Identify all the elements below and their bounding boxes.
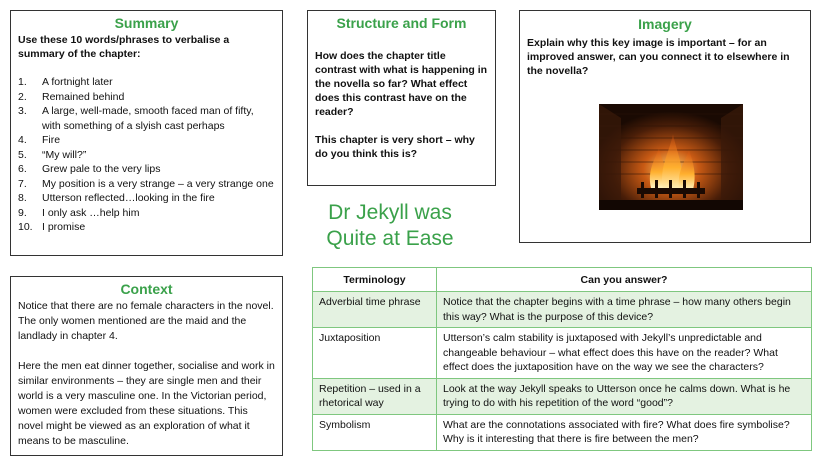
structure-question-1: How does the chapter title contrast with what is happening in the novella so far? What effect does this contrast have on the reader? xyxy=(315,50,488,118)
term-cell: Juxtaposition xyxy=(313,328,437,379)
list-item-text: I only ask …help him xyxy=(42,206,140,219)
list-item-text: A large, well-made, smooth faced man of fifty, with something of a slyish cast perhaps xyxy=(42,105,254,132)
page-title xyxy=(300,200,480,252)
list-item xyxy=(18,191,275,206)
column-header-terminology: Terminology xyxy=(313,268,437,292)
list-item xyxy=(18,90,275,105)
summary-instructions: Use these 10 words/phrases to verbalise a summary of the chapter: xyxy=(18,34,230,60)
context-box xyxy=(10,276,283,456)
page-title-line-1: Dr Jekyll was xyxy=(328,201,452,224)
list-item-text: A fortnight later xyxy=(42,76,113,88)
list-item xyxy=(18,104,275,133)
list-item-number: 10. xyxy=(18,221,33,233)
list-item xyxy=(18,206,275,221)
term-cell: Repetition – used in a rhetorical way xyxy=(313,378,437,414)
column-header-can-you-answer: Can you answer? xyxy=(437,268,812,292)
table-row xyxy=(313,414,812,450)
list-item-number: 6. xyxy=(18,163,27,175)
context-paragraph-2: Here the men eat dinner together, socialise and work in similar environments – they are single men and their world is a very masculine one. In the Victorian period, women were excluded from these situations. This novel might be viewed as an exploration of what it means to be masculine. xyxy=(18,360,275,447)
list-item-number: 8. xyxy=(18,192,27,204)
list-item-text: Grew pale to the very lips xyxy=(42,163,161,175)
page-title-line-2: Quite at Ease xyxy=(326,227,454,250)
list-item-text: I promise xyxy=(42,221,86,233)
structure-question-2: This chapter is very short – why do you think this is? xyxy=(315,134,475,160)
list-item-number: 7. xyxy=(18,177,27,190)
list-item-text: “My will?” xyxy=(42,148,87,161)
list-item xyxy=(18,148,275,163)
imagery-title: Imagery xyxy=(638,16,692,32)
table-row xyxy=(313,328,812,379)
list-item xyxy=(18,133,275,148)
list-item-text: Remained behind xyxy=(42,90,125,103)
summary-list xyxy=(18,75,275,235)
list-item-number: 2. xyxy=(18,90,27,103)
list-item xyxy=(18,177,275,192)
imagery-box xyxy=(519,10,811,243)
context-title: Context xyxy=(120,281,173,297)
table-row xyxy=(313,292,812,328)
term-cell: Adverbial time phrase xyxy=(313,292,437,328)
list-item-number: 3. xyxy=(18,105,27,117)
question-cell: Look at the way Jekyll speaks to Utterson once he calms down. What is he trying to do with his repetition of the word “good”? xyxy=(437,378,812,414)
summary-title: Summary xyxy=(114,15,179,31)
list-item xyxy=(18,162,275,177)
list-item-text: Utterson reflected…looking in the fire xyxy=(42,192,215,204)
question-cell: Utterson’s calm stability is juxtaposed with Jekyll’s unpredictable and changeable behaviour – what effect does this have on the reader? What effect does the juxtaposition have on the way we see the characters? xyxy=(437,328,812,379)
summary-box xyxy=(10,10,283,256)
context-paragraph-1: Notice that there are no female characters in the novel. The only women mentioned are the maid and the landlady in chapter 4. xyxy=(18,300,274,342)
list-item-number: 4. xyxy=(18,134,27,146)
table-header-row xyxy=(313,268,812,292)
list-item-number: 9. xyxy=(18,206,27,219)
terminology-table xyxy=(312,267,812,451)
structure-and-form-box xyxy=(307,10,496,186)
list-item-text: Fire xyxy=(42,134,61,146)
list-item xyxy=(18,75,275,90)
table-row xyxy=(313,378,812,414)
structure-title: Structure and Form xyxy=(336,15,467,31)
imagery-prompt: Explain why this key image is important – for an improved answer, can you connect it to elsewhere in the novella? xyxy=(527,37,790,77)
term-cell: Symbolism xyxy=(313,414,437,450)
list-item xyxy=(18,220,275,235)
fireplace-image xyxy=(599,104,743,210)
list-item-number: 1. xyxy=(18,76,27,88)
question-cell: Notice that the chapter begins with a time phrase – how many others begin this way? What is the purpose of this device? xyxy=(437,292,812,328)
list-item-number: 5. xyxy=(18,148,27,161)
question-cell: What are the connotations associated with fire? What does fire symbolise? Why is it interesting that there is fire between the men? xyxy=(437,414,812,450)
list-item-text: My position is a very strange – a very strange one xyxy=(42,177,274,190)
